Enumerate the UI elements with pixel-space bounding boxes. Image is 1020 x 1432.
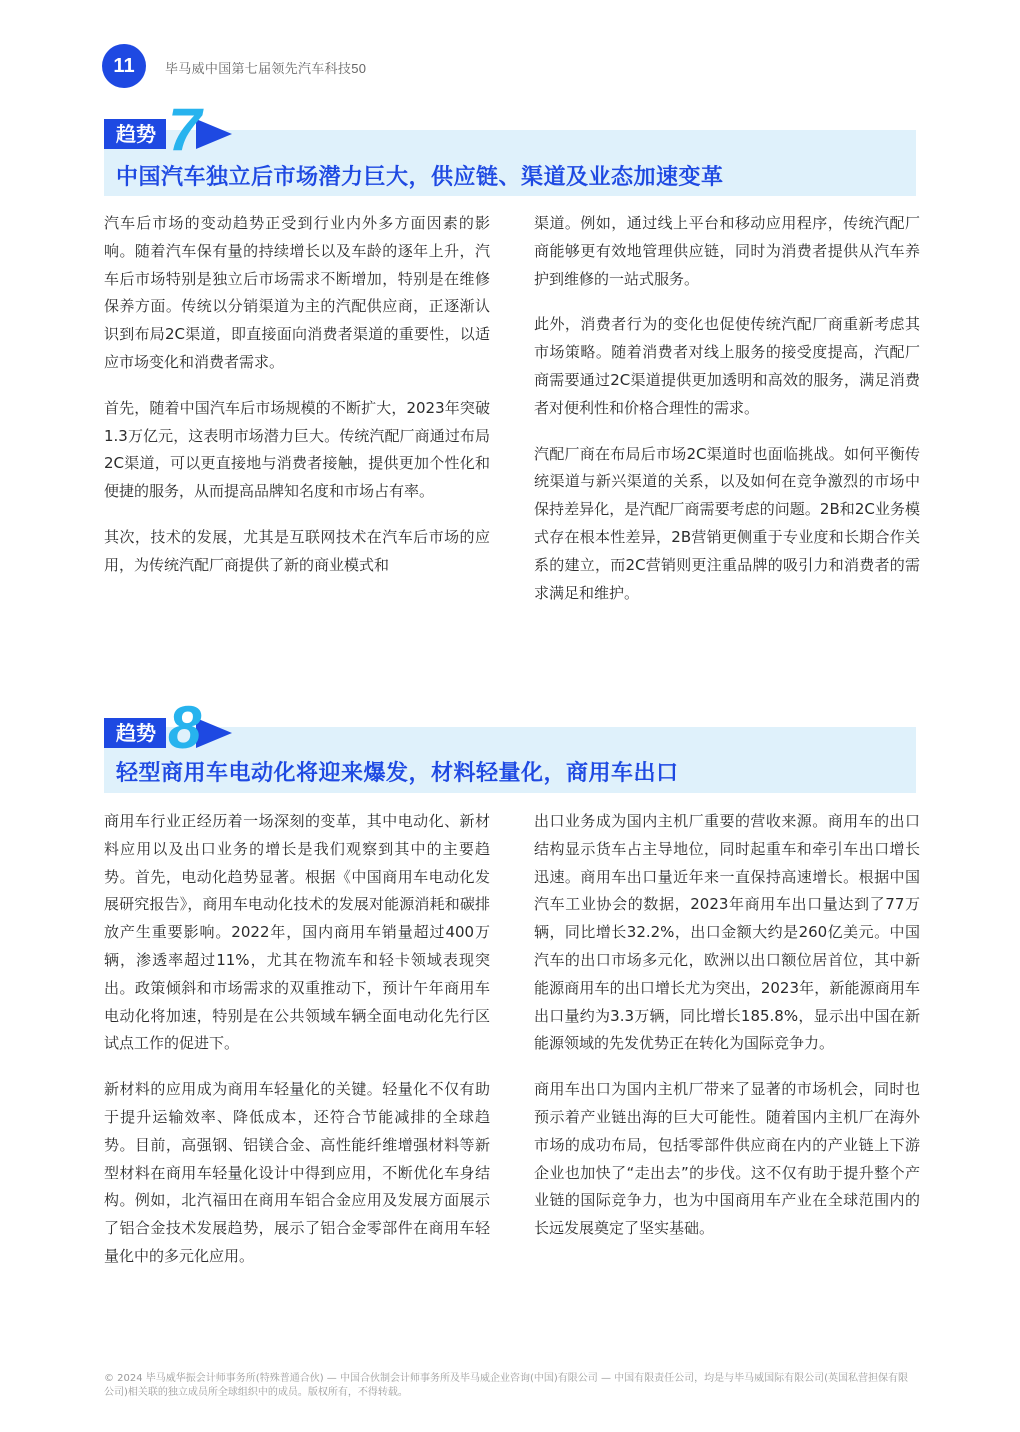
section-7-left-column (104, 210, 490, 598)
section-7-title: 中国汽车独立后市场潜力巨大，供应链、渠道及业态加速变革 (116, 165, 724, 190)
section-8-tag-label: 趋势 (104, 718, 166, 748)
section-8-number: 8 (168, 694, 202, 761)
section-8-title: 轻型商用车电动化将迎来爆发，材料轻量化，商用车出口 (116, 761, 679, 786)
paragraph: 其次，技术的发展，尤其是互联网技术在汽车后市场的应用，为传统汽配厂商提供了新的商业模式和 (104, 527, 490, 574)
paragraph: 汽车后市场的变动趋势正受到行业内外多方面因素的影响。随着汽车保有量的持续增长以及车龄的逐年上升，汽车后市场特别是独立后市场需求不断增加，特别是在维修保养方面。传统以分销渠道为主的汽配供应商，正逐渐认识到布局2C渠道，即直接面向消费者渠道的重要性，以适应市场变化和消费者需求。 (104, 214, 490, 371)
paragraph: 汽配厂商在布局后市场2C渠道时也面临挑战。如何平衡传统渠道与新兴渠道的关系，以及如何在竞争激烈的市场中保持差异化，是汽配厂商需要考虑的问题。2B和2C业务模式存在根本性差异，2B营销更侧重于专业度和长期合作关系的建立，而2C营销则更注重品牌的吸引力和消费者的需求满足和维护。 (534, 444, 920, 602)
paragraph: 新材料的应用成为商用车轻量化的关键。轻量化不仅有助于提升运输效率、降低成本，还符合节能减排的全球趋势。目前，高强钢、铝镁合金、高性能纤维增强材料等新型材料在商用车轻量化设计中得到应用，不断优化车身结构。例如，北汽福田在商用车铝合金应用及发展方面展示了铝合金技术发展趋势，展示了铝合金零部件在商用车轻量化中的多元化应用。 (104, 1080, 490, 1265)
page-number: 11 (113, 54, 135, 77)
section-8-tag (104, 718, 166, 748)
section-8-right-column (534, 808, 920, 1261)
section-7-right-column (534, 210, 920, 625)
paragraph: 渠道。例如，通过线上平台和移动应用程序，传统汽配厂商能够更有效地管理供应链，同时为消费者提供从汽车养护到维修的一站式服务。 (534, 214, 920, 288)
section-7-arrow (196, 119, 232, 149)
paragraph: 商用车行业正经历着一场深刻的变革，其中电动化、新材料应用以及出口业务的增长是我们观察到其中的主要趋势。首先，电动化趋势显著。根据《中国商用车电动化发展研究报告》，商用车电动化技术的发展对能源消耗和碳排放产生重要影响。2022年，国内商用车销量超过400万辆，渗透率超过11%，尤其在物流车和轻卡领域表现突出。政策倾斜和市场需求的双重推动下，预计午年商用车电动化将加速，特别是在公共领域车辆全面电动化先行区试点工作的促进下。 (104, 812, 490, 1053)
section-8-left-column (104, 808, 490, 1289)
copyright-footer: © 2024 毕马威华振会计师事务所(特殊普通合伙) — 中国合伙制会计师事务所及毕马威企业咨询(中国)有限公司 — 中国有限责任公司，均是与毕马威国际有限公司(英国私营担保有限公司)相关联的独立成员所全球组织中的成员。版权所有，不得转载。 (104, 1373, 909, 1398)
section-7-tag (104, 119, 166, 149)
paragraph: 此外，消费者行为的变化也促使传统汽配厂商重新考虑其市场策略。随着消费者对线上服务的接受度提高，汽配厂商需要通过2C渠道提供更加透明和高效的服务，满足消费者对便利性和价格合理性的需求。 (534, 315, 920, 417)
section-7-number: 7 (168, 96, 202, 163)
paragraph: 商用车出口为国内主机厂带来了显著的市场机会，同时也预示着产业链出海的巨大可能性。随着国内主机厂在海外市场的成功布局，包括零部件供应商在内的产业链上下游企业也加快了“走出去”的步伐。这不仅有助于提升整个产业链的国际竞争力，也为中国商用车产业在全球范围内的长远发展奠定了坚实基础。 (534, 1080, 920, 1238)
paragraph: 首先，随着中国汽车后市场规模的不断扩大，2023年突破1.3万亿元，这表明市场潜力巨大。传统汽配厂商通过布局2C渠道，可以更直接地与消费者接触，提供更加个性化和便捷的服务，从而提高品牌知名度和市场占有率。 (104, 398, 490, 501)
page-number-badge (102, 44, 146, 88)
section-7-tag-label: 趋势 (104, 119, 166, 149)
running-header-title: 毕马威中国第七届领先汽车科技50 (165, 61, 367, 76)
section-8-arrow (196, 718, 232, 748)
paragraph: 出口业务成为国内主机厂重要的营收来源。商用车的出口结构显示货车占主导地位，同时起重车和牵引车出口增长迅速。商用车出口量近年来一直保持高速增长。根据中国汽车工业协会的数据，2023年商用车出口量达到了77万辆，同比增长32.2%，出口金额大约是260亿美元。中国汽车的出口市场多元化，欧洲以出口额位居首位，其中新能源商用车的出口增长尤为突出，2023年，新能源商用车出口量约为3.3万辆，同比增长185.8%，显示出中国在新能源领域的先发优势正在转化为国际竞争力。 (534, 812, 920, 1053)
